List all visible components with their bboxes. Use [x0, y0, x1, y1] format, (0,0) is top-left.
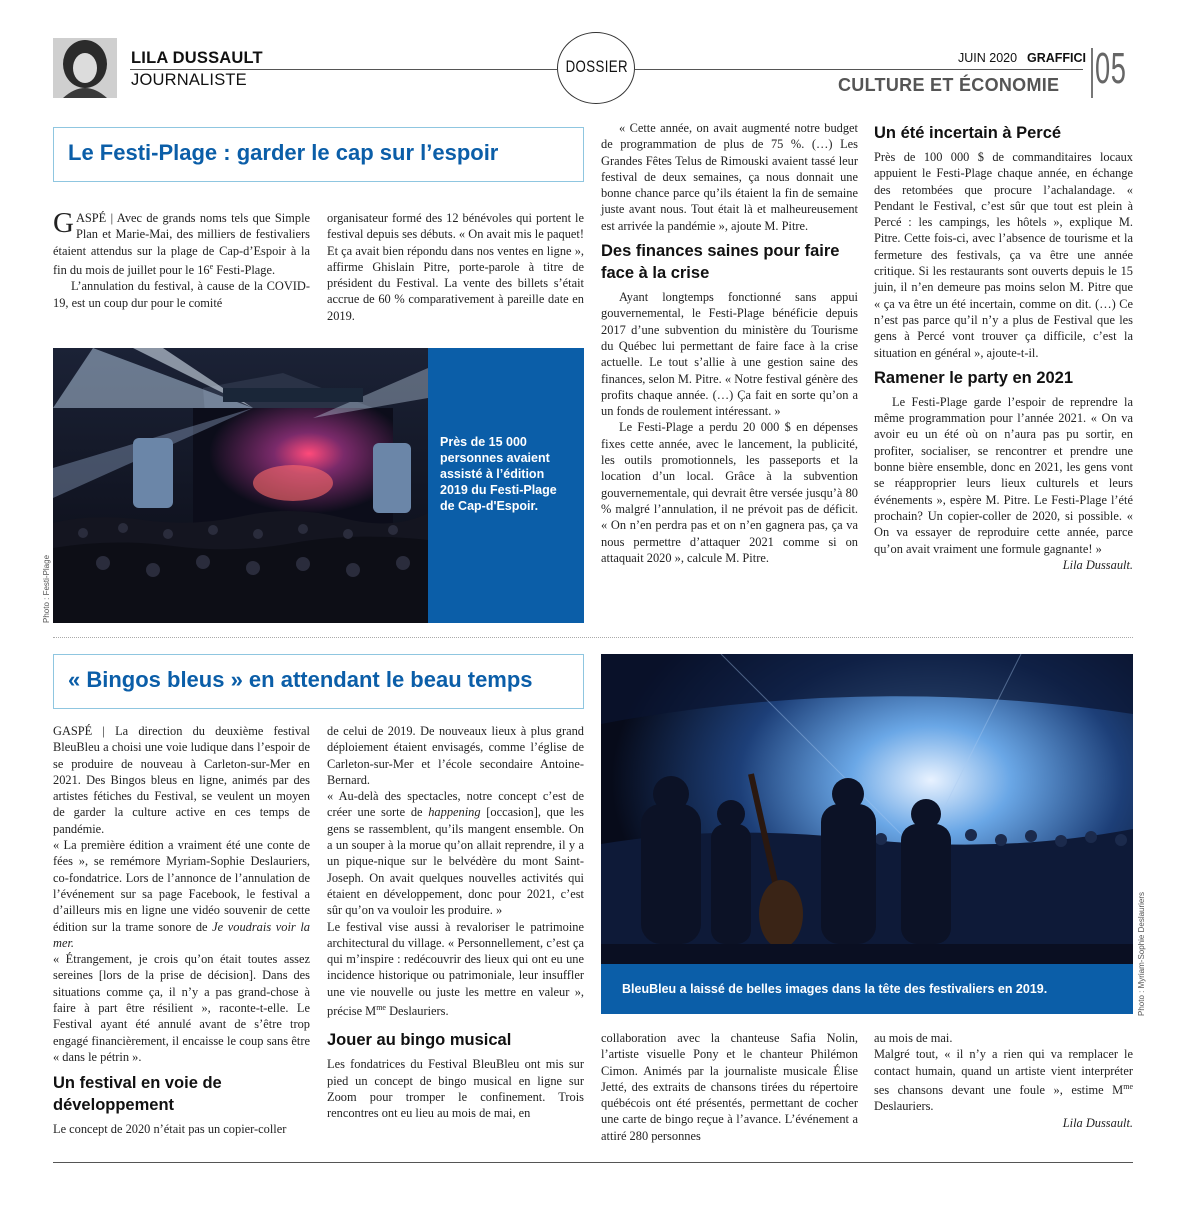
dateline: GASPÉ | — [53, 724, 116, 738]
article1-col2 — [327, 210, 584, 324]
subheading: Des finances saines pour faire face à la crise — [601, 242, 840, 283]
paragraph: Près de 100 000 $ de commanditaires locaux appuient le Festi-Plage chaque année, en échange des retombées que procure l’achalandage. « Pendant le Festival, c’est sûr que tout est plein à Percé : les campings, les hôtels », explique M. Pitre. Cette fois-ci, avec l’absence de tourisme et la fermeture des festivals, ça va être une année critique. Si les restaurants sont ouverts depuis le 15 juin, il n’en demeure pas moins selon M. Pitre que « ça va être un été incertain, comme on dit. (…) Ce n’est pas parce qu’il n’y a plus de Festival que les gens à Percé vont trouver ça difficile, c’est la situation en général », ajoute-t-il. — [874, 150, 1133, 360]
page-number-divider — [1091, 48, 1093, 98]
paragraph: Ayant longtemps fonctionné sans appui gouvernemental, le Festi-Plage bénéficie depuis 2017 d’une subvention du ministère du Tourisme du Québec lui permettant de faire face à la crise actuelle. Le tout s’allie à une gestion saine des finances, selon M. Pitre. « Notre festival génère des profits chaque année. (…) Ça fait en sorte qu’on a un fonds de roulement intéressant. » — [601, 290, 858, 419]
article1-col4 — [874, 120, 1133, 573]
paragraph: de celui de 2019. De nouveaux lieux à plus grand déploiement étaient envisagés, comme l’église de Carleton-sur-Mer et l’école secondaire Antoine-Bernard. — [327, 724, 584, 787]
subheading: Jouer au bingo musical — [327, 1031, 512, 1050]
paragraph: « Cette année, on avait augmenté notre budget de programmation de plus de 75 %. (…) Les Grandes Fêtes Telus de Rimouski avaient tassé leur festival de deux semaines, ça nous donnait une bonne chance parce qu’ils étaient la fin de semaine juste avant nous. Tout était là et malheureusement est arrivée la pandémie », ajoute M. Pitre. — [601, 121, 858, 233]
paragraph: Malgré tout, « il n’y a rien qui va remplacer le contact humain, quand un artiste vient interpréter ses chansons devant une foule », estime M — [874, 1047, 1133, 1098]
concert-tent-image — [601, 654, 1133, 1014]
concert-crowd-image — [53, 348, 428, 623]
article1-title-box — [53, 127, 584, 182]
dropcap: G — [53, 207, 74, 239]
article2-col2 — [327, 723, 584, 1122]
festi-plage-photo-credit: Photo : Festi-Plage — [42, 554, 51, 623]
paragraph: Avec de grands noms tels que Simple Plan et Marie-Mai, des milliers de festivaliers étaient attendus sur la plage de Cap-d’Espoir à la fin du mois de juillet pour le 16 — [53, 211, 311, 278]
author-role: JOURNALISTE — [131, 71, 247, 89]
article2-col4 — [874, 1030, 1133, 1131]
paragraph: [occasion], que les gens se rassemblent, qu’ils mangent ensemble. On a un souper à la morue qu’on allait reprendre, il y a un pique-nique sur le belvédère du mont Saint-Joseph. On avait quelques nouvelles activités qui étaient en développement, donc pour 2021, c’est sûr qu’on va vouloir les produire. » — [327, 805, 585, 918]
rubric-label: DOSSIER — [565, 57, 629, 76]
paragraph-end: Festi-Plage. — [213, 263, 276, 278]
paragraph: au mois de mai. — [874, 1031, 953, 1045]
article-separator — [53, 637, 1133, 638]
article2-title-box — [53, 654, 584, 709]
paragraph: Deslauriers. — [874, 1099, 934, 1114]
subheading: Ramener le party en 2021 — [874, 368, 1074, 387]
festi-plage-photo — [53, 348, 428, 623]
subheading: Un été incertain à Percé — [874, 124, 1062, 142]
paragraph: Le Festi-Plage a perdu 20 000 $ en dépenses fixes cette année, avec le lancement, la publicité, les outils promotionnels, les passeports et la location d’un local. Grâce à la subvention gouvernementale, qui devrait être versée jusqu’à 80 % malgré l’annulation, il ne prévoit pas de déficit. « On n’en perdra pas et on n’en gagnera pas, ça va nous permettre d’attaquer 2021 comme si on attaquait 2020 », calcule M. Pitre. — [601, 420, 858, 565]
bleubleu-caption-band — [601, 964, 1133, 1014]
signature: Lila Dussault. — [1062, 1115, 1133, 1130]
song-title: Je voudrais voir la mer. — [53, 919, 310, 950]
paragraph: « La première édition a vraiment été une conte de fées », se remémore Myriam-Sophie Deslauriers, co-fondatrice. Lors de l’annonce de l’annulation de l’événement sur sa page Facebook, le festival a d’ailleurs mis en ligne une vidéo souvenir de cette édition sur la trame sonore de — [53, 838, 310, 934]
paragraph: « Au-delà des spectacles, notre concept c’est de créer une sorte de — [327, 789, 584, 820]
festi-plage-caption: Près de 15 000 personnes avaient assisté à l’édition 2019 du Festi-Plage de Cap-d'Espoir. — [440, 435, 557, 513]
page-number: 05 — [1095, 44, 1127, 93]
paragraph: Le concept de 2020 n’était pas un copier-coller — [53, 1122, 287, 1137]
dateline: ASPÉ | — [75, 211, 117, 225]
paragraph: « Étrangement, je crois qu’on était toutes assez sereines [lors de la prise de décision]. Dans des situations comme ça, il n’y a pas grand-chose à faire à part être résilient », raconte-t-elle. Le Festival ayant été annulé avant de s’être trop engagé financièrement, il encaisse le coup sans être « dans le pétrin ». — [53, 952, 310, 1064]
footer-rule — [53, 1162, 1133, 1163]
article2-col1 — [53, 723, 310, 1138]
paragraph: Le festival vise aussi à revaloriser le patrimoine architectural du village. « Personnellement, c’est ça qui m’inspire : redécouvrir des lieux qui ont eu une incidence historique ou patrimoniale, leur insuffler une vie nouvelle ou juste les mettre en valeur », précise M — [327, 919, 584, 1019]
bleubleu-photo — [601, 654, 1133, 1014]
article2-title: « Bingos bleus » en attendant le beau temps — [68, 667, 533, 692]
author-portrait-icon — [53, 38, 117, 98]
author-avatar — [53, 38, 117, 98]
signature: Lila Dussault. — [1062, 557, 1133, 572]
issue-date: JUIN 2020 — [958, 51, 1018, 65]
paragraph: collaboration avec la chanteuse Safia Nolin, l’artiste visuelle Pony et le chanteur Philémon Cimon. Animés par la journaliste musicale Élise Jetté, des extraits de chansons tirées du répertoire québécois ont été présentés, permettant de cocher une carte de bingo reçue à l’avance. L’événement a attiré 280 personnes — [601, 1031, 858, 1143]
superscript: me — [376, 1003, 386, 1013]
author-name: LILA DUSSAULT — [131, 49, 263, 67]
article1-col3 — [601, 120, 858, 566]
bleubleu-caption: BleuBleu a laissé de belles images dans la tête des festivaliers en 2019. — [622, 982, 1048, 996]
paragraph: Deslauriers. — [385, 1004, 449, 1019]
section-title: CULTURE ET ÉCONOMIE — [838, 75, 1060, 95]
paragraph: Le Festi-Plage garde l’espoir de reprendre la même programmation pour l’année 2021. « On va avoir eu un été où on n’aura pas pu sortir, en profiter, socialiser, se rencontrer et prendre une bonne bière ensemble, donc en 2021, les gens vont se réapproprier leurs lieux culturels et leurs événements », espère M. Pitre. Le Festi-Plage l’été prochain? Un copier-coller de 2020, si possible. « On va essayer de reproduire cette année, parce qu’on avait vraiment une formule gagnante! » — [874, 394, 1133, 556]
article2-col3 — [601, 1030, 858, 1144]
paragraph: Les fondatrices du Festival BleuBleu ont mis sur pied un concept de bingo musical en ligne sur Zoom pour tromper le confinement. Trois rencontres ont eu lieu au mois de mai, en — [327, 1057, 584, 1121]
paragraph: La direction du deuxième festival BleuBleu a choisi une voie ludique dans l’espoir de se produire de nouveau à Carleton-sur-Mer en 2021. Des Bingos bleus en ligne, animés par des artistes fétiches du Festival, se veulent un moyen de garder la culture active en ces temps de pandémie. — [53, 724, 310, 836]
publication-name: GRAFFICI — [1027, 51, 1087, 65]
italic-term: happening — [428, 805, 481, 820]
festi-plage-caption-panel — [428, 348, 584, 623]
article1-col1 — [53, 207, 311, 311]
paragraph: organisateur formé des 12 bénévoles qui portent le festival depuis ses débuts. « On avait mis le paquet! Et ça avait bien répondu dans nos ventes en ligne », affirme Ghislain Pitre, porte-parole à titre de président du Festival. La vente des billets s’était accrue de 60 % comparativement à pareille date en 2019. — [327, 211, 584, 323]
subheading: Un festival en voie de développement — [53, 1074, 222, 1115]
superscript: e — [209, 261, 214, 271]
article1-title: Le Festi-Plage : garder le cap sur l’espoir — [68, 140, 499, 165]
header-rule-right — [635, 69, 1083, 70]
bleubleu-photo-credit: Photo : Myriam-Sophie Deslauriers — [1137, 891, 1146, 1016]
superscript: me — [1123, 1081, 1133, 1091]
paragraph: L’annulation du festival, à cause de la COVID-19, est un coup dur pour le comité — [53, 279, 310, 310]
header-rule-left — [130, 69, 557, 70]
